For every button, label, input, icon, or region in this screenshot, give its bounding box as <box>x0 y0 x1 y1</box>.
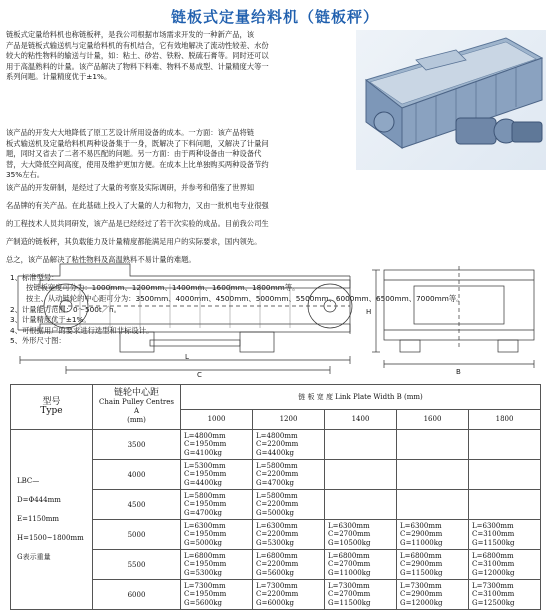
spec-cell-line: C=2900mm <box>400 590 443 599</box>
spec-cell-line: C=2200mm <box>256 470 299 479</box>
spec-table <box>10 384 541 610</box>
desc3-vis-line: 总之，该产品解决了粘性物料及高温熟料不易计量的难题。 <box>6 254 196 264</box>
spec-cell-line: L=5800mm <box>256 461 298 470</box>
spec-cell-line: C=3100mm <box>472 590 515 599</box>
header-model <box>11 385 93 430</box>
spec-cell-line: C=3100mm <box>472 560 515 569</box>
header-width-1200: 1200 <box>253 410 325 430</box>
desc1-line: 链板式定量给料机也称链板秤，是我公司根据市场需求开发的一种新产品，该 <box>6 30 255 39</box>
spec-table-wrap <box>10 384 540 610</box>
header-center-unit: (mm) <box>127 416 146 424</box>
spec-cell-line: C=3100mm <box>472 530 515 539</box>
spec-cell <box>181 520 253 550</box>
desc1-line: 产品是链板式输送机与定量给料机的有机结合，它有效地解决了流动性较差、水份 <box>6 40 269 50</box>
spec-cell-line: L=6300mm <box>400 521 442 530</box>
desc2-line: 该产品的开发大大地降低了原工艺设计所用设备的成本。一方面：该产品将链 <box>6 128 255 137</box>
spec-cell <box>325 430 397 460</box>
center-distance-cell: 3500 <box>93 430 181 460</box>
spec-cell-line: C=1950mm <box>184 470 227 479</box>
spec-cell-line: C=2700mm <box>328 590 371 599</box>
spec-cell <box>253 580 325 610</box>
dim-label-length: L <box>185 353 189 361</box>
table-row <box>11 430 541 460</box>
header-width-1800: 1800 <box>469 410 541 430</box>
spec-cell <box>253 430 325 460</box>
desc3-vis-line: 名品牌的有关产品。在此基础上投入了大量的人力和物力，又由一批机电专业很强 <box>6 201 269 211</box>
spec-item-1b: 按主、从动链轮的中心距可分为：3500mm、4000mm、4500mm、5000mm、5500mm、6000mm、6500mm、7000mm等。 <box>26 293 464 303</box>
spec-cell-line: G=12000kg <box>400 598 443 607</box>
spec-cell-line: G=11000kg <box>328 568 371 577</box>
desc2-line: 题，同时又省去了二者不易匹配的问题。另一方面：由于两种设备由一种设备代 <box>6 149 262 159</box>
spec-cell-line: G=6000kg <box>256 598 294 607</box>
page-title: 链板式定量给料机（链板秤） <box>170 8 379 26</box>
spec-cell-line: L=5800mm <box>256 491 298 500</box>
model-line: D=Φ444mm <box>17 496 61 504</box>
center-distance-cell: 5500 <box>93 550 181 580</box>
header-width-1600: 1600 <box>397 410 469 430</box>
model-line: G表示重量 <box>17 553 51 561</box>
spec-cell-line: G=5300kg <box>256 538 294 547</box>
spec-cell <box>181 580 253 610</box>
desc1-line: 用于高温熟料的计量。该产品解决了物料下料难、物料不易成型、计量精度大等一 <box>6 61 269 71</box>
spec-cell <box>325 490 397 520</box>
spec-cell-line: C=2200mm <box>256 590 299 599</box>
spec-cell-line: G=5300kg <box>184 568 222 577</box>
intro-paragraph-3 <box>6 183 546 265</box>
spec-cell <box>253 490 325 520</box>
spec-cell-line: C=2700mm <box>328 530 371 539</box>
header-width-1000: 1000 <box>181 410 253 430</box>
spec-cell-line: L=5800mm <box>184 491 226 500</box>
spec-cell <box>325 550 397 580</box>
spec-cell-line: G=5000kg <box>184 538 222 547</box>
spec-cell-line: L=4800mm <box>256 431 298 440</box>
model-line: E=1150mm <box>17 515 60 523</box>
spec-cell-line: L=6300mm <box>328 521 370 530</box>
desc3-vis-line: 该产品的开发研制，是经过了大量的考察及实际调研，并参考和借鉴了世界知 <box>6 183 255 193</box>
dim-label-center: C <box>197 371 202 379</box>
center-distance-cell: 6000 <box>93 580 181 610</box>
spec-cell-line: G=5600kg <box>256 568 294 577</box>
spec-cell <box>397 580 469 610</box>
spec-cell-line: L=5300mm <box>184 461 226 470</box>
spec-cell-line: G=11500kg <box>400 568 443 577</box>
spec-cell-line: L=7300mm <box>256 581 298 590</box>
header-center-en: Chain Pulley Centres <box>99 398 174 406</box>
spec-item-1a: 按链板宽度可分为：1000mm、1200mm、1400mm、1600mm、1800mm等。 <box>26 283 300 293</box>
spec-cell-line: G=4700kg <box>184 508 222 517</box>
center-distance-cell: 4000 <box>93 460 181 490</box>
spec-cell-line: L=7300mm <box>472 581 514 590</box>
spec-cell-line: C=2200mm <box>256 440 299 449</box>
spec-cell <box>469 520 541 550</box>
spec-cell-line: C=2900mm <box>400 560 443 569</box>
dimension-drawing <box>0 256 550 382</box>
header-center-a: A <box>133 407 140 415</box>
header-model-en: Type <box>40 406 63 416</box>
spec-cell-line: G=4400kg <box>184 478 222 487</box>
desc2-line: 替，大大降低空间高度，使用及维护更加方便。在成本上比单独购买两种设备节约 <box>6 159 269 169</box>
desc3-vis-line: 的工程技术人员共同研发，该产品是已经经过了若干次实验的成品。目前我公司生 <box>6 219 269 229</box>
outline-drawing-svg <box>0 256 550 382</box>
spec-cell-line: G=4400kg <box>256 448 294 457</box>
spec-item-4: 4、可根据用户的要求进行选型和非标设计。 <box>10 325 154 335</box>
spec-cell-line: L=7300mm <box>400 581 442 590</box>
spec-cell-line: L=4800mm <box>184 431 226 440</box>
spec-cell-line: G=10500kg <box>328 538 371 547</box>
spec-cell-line: C=2200mm <box>256 500 299 509</box>
center-distance-cell: 5000 <box>93 520 181 550</box>
spec-cell-line: G=5000kg <box>256 508 294 517</box>
spec-item-3: 3、计量精度优于±1%。 <box>10 315 91 325</box>
spec-cell <box>325 460 397 490</box>
dim-label-height: H <box>366 308 372 316</box>
spec-cell <box>469 550 541 580</box>
spec-cell-line: C=2900mm <box>400 530 443 539</box>
spec-cell-line: G=5600kg <box>184 598 222 607</box>
spec-cell <box>397 490 469 520</box>
desc1-line: 系列问题。计量精度优于±1%。 <box>6 72 112 82</box>
spec-cell <box>253 460 325 490</box>
spec-cell <box>469 490 541 520</box>
spec-cell-line: G=4700kg <box>256 478 294 487</box>
spec-cell-line: C=1950mm <box>184 590 227 599</box>
center-distance-cell: 4500 <box>93 490 181 520</box>
spec-cell-line: G=11500kg <box>328 598 371 607</box>
spec-cell-line: C=1950mm <box>184 560 227 569</box>
spec-cell <box>469 460 541 490</box>
spec-cell-line: C=1950mm <box>184 530 227 539</box>
desc1-line: 较大的粘性物料的输送与计量，如：粘土、砂岩、铁粉、脱硫石膏等。同时还可以 <box>6 51 269 61</box>
spec-cell-line: G=12000kg <box>472 568 515 577</box>
header-model-cn: 型号 <box>42 397 61 407</box>
spec-cell <box>181 460 253 490</box>
model-line: LBC— <box>17 477 40 485</box>
spec-cell-line: L=6300mm <box>472 521 514 530</box>
desc2-line: 35%左右。 <box>6 170 45 180</box>
spec-cell-line: L=6800mm <box>400 551 442 560</box>
spec-cell <box>181 430 253 460</box>
header-center-cn: 链轮中心距 <box>113 388 159 398</box>
spec-cell-line: G=11000kg <box>400 538 443 547</box>
intro-paragraph-2 <box>6 128 550 181</box>
spec-cell <box>397 550 469 580</box>
spec-cell <box>397 430 469 460</box>
intro-paragraph-1 <box>6 30 352 83</box>
header-width-1400: 1400 <box>325 410 397 430</box>
spec-cell-line: C=1950mm <box>184 440 227 449</box>
spec-cell-line: L=7300mm <box>328 581 370 590</box>
header-link-plate-width: 链 板 宽 度 Link Plate Width B (mm) <box>181 385 541 410</box>
spec-cell <box>181 490 253 520</box>
desc3-vis-line: 产制造的链板秤，其负载能力及计量精度都能满足用户的实际要求，国内领先。 <box>6 236 262 246</box>
spec-cell-line: L=6300mm <box>184 521 226 530</box>
spec-cell-line: C=2700mm <box>328 560 371 569</box>
spec-item-1: 1、标准型号： <box>10 272 59 282</box>
spec-cell-line: L=6800mm <box>472 551 514 560</box>
spec-cell <box>181 550 253 580</box>
spec-cell-line: C=1950mm <box>184 500 227 509</box>
spec-cell <box>397 520 469 550</box>
spec-cell-line: L=6800mm <box>256 551 298 560</box>
spec-cell-line: C=2200mm <box>256 530 299 539</box>
spec-cell-line: C=2200mm <box>256 560 299 569</box>
spec-cell-line: L=7300mm <box>184 581 226 590</box>
spec-item-2: 2、计量能力范围：0～500t／h。 <box>10 304 121 314</box>
spec-cell <box>325 520 397 550</box>
spec-cell-line: G=11500kg <box>472 538 515 547</box>
spec-cell-line: G=12500kg <box>472 598 515 607</box>
header-center-distance <box>93 385 181 430</box>
dim-label-width: B <box>456 368 461 376</box>
model-line: H=1500~1800mm <box>17 534 84 542</box>
spec-cell <box>397 460 469 490</box>
spec-cell-line: L=6800mm <box>328 551 370 560</box>
spec-cell <box>325 580 397 610</box>
model-description <box>11 430 93 610</box>
spec-cell <box>253 550 325 580</box>
spec-item-5: 5、外形尺寸图： <box>10 336 66 346</box>
spec-cell-line: L=6300mm <box>256 521 298 530</box>
spec-cell <box>469 430 541 460</box>
desc2-line: 板式输送机及定量给料机两种设备集于一身，既解决了下料问题，又解决了计量问 <box>6 138 269 148</box>
spec-cell <box>469 580 541 610</box>
spec-cell-line: L=6800mm <box>184 551 226 560</box>
spec-cell-line: G=4100kg <box>184 448 222 457</box>
spec-cell <box>253 520 325 550</box>
